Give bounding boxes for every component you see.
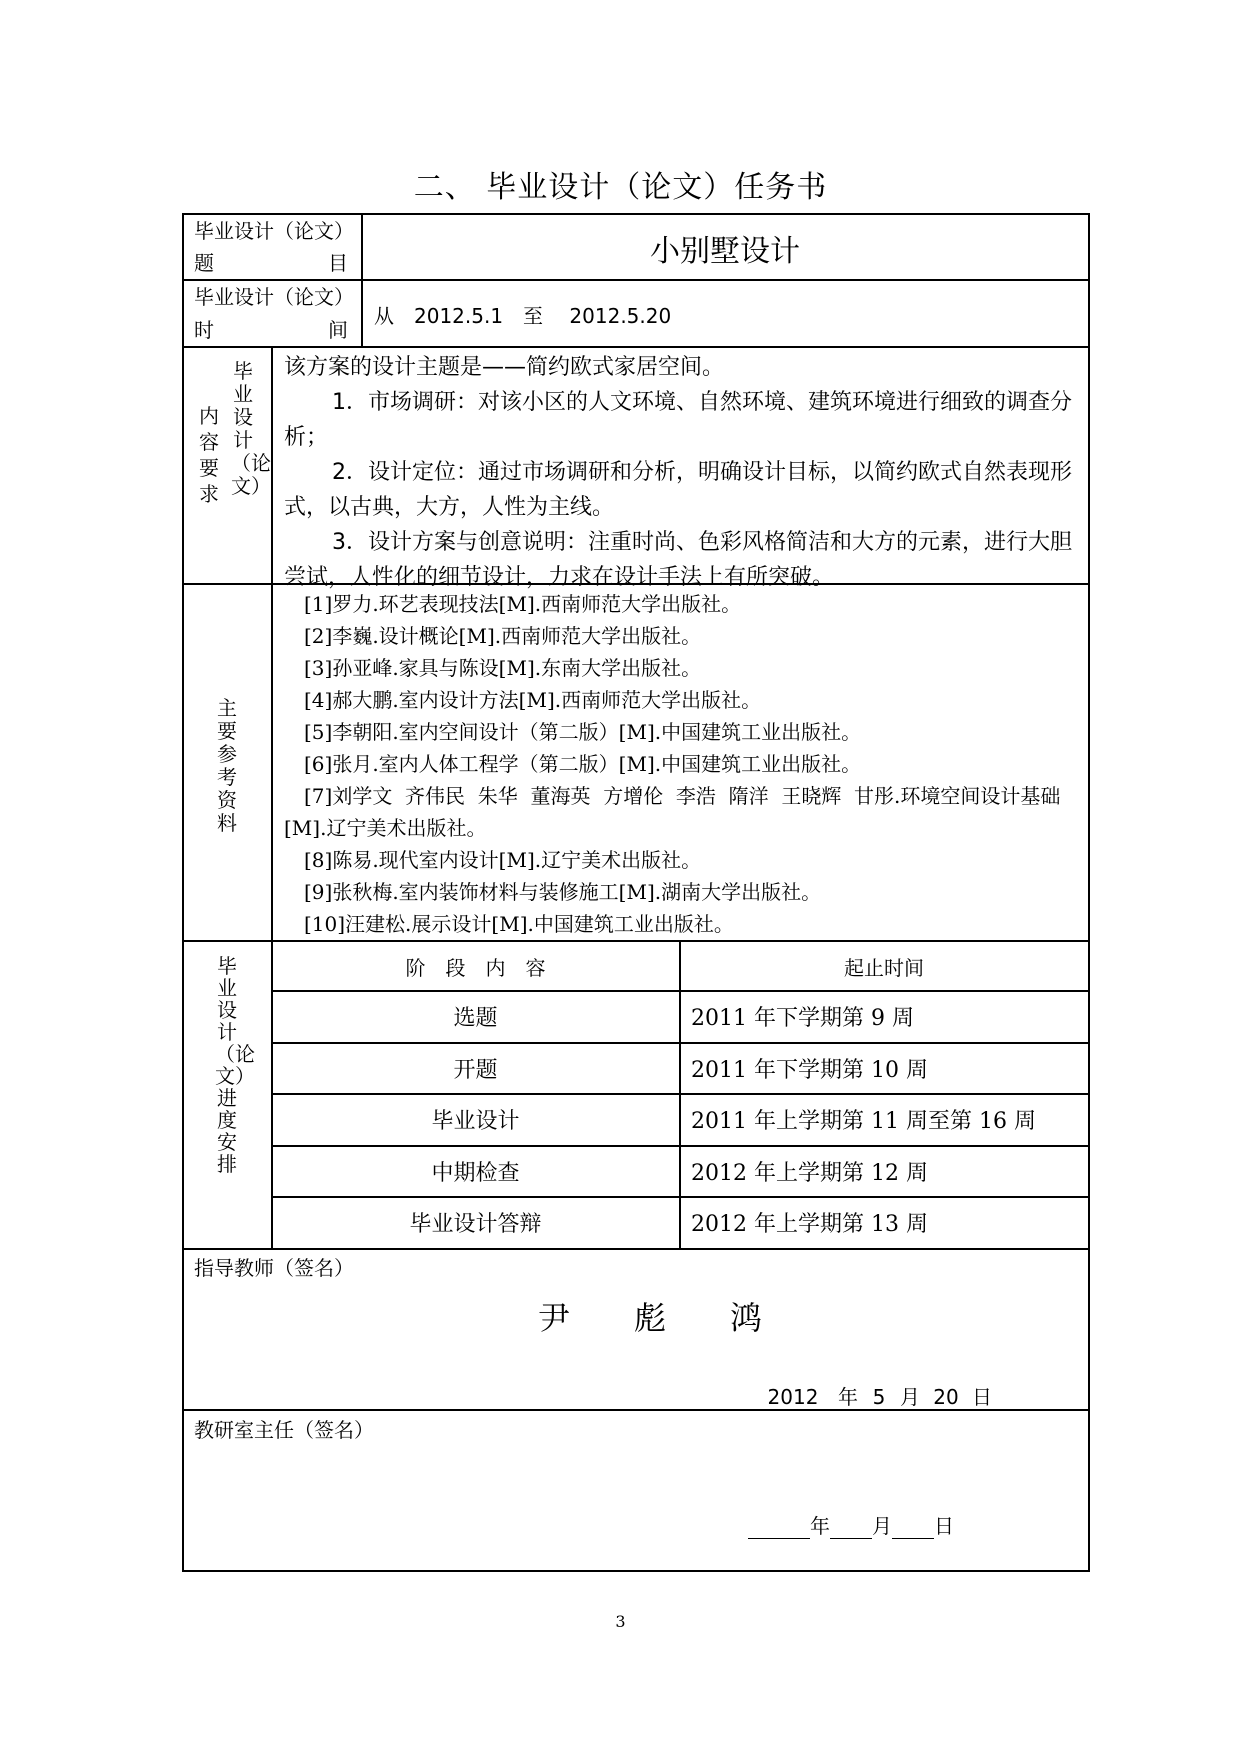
advisor-date-month: 5 [858,1385,900,1410]
schedule-stage: 开题 [453,1058,498,1083]
schedule-time: 2011 年上学期第 11 周至第 16 周 [691,1109,1036,1134]
page-title: 二、 毕业设计（论文）任务书 [413,170,828,205]
content-label-outer: 内容要求 [199,404,219,506]
director-date-year-unit: 年 [810,1514,830,1538]
schedule-time: 2011 年下学期第 10 周 [691,1058,928,1083]
time-value: 从 2012.5.1 至 2012.5.20 [374,304,672,328]
advisor-date-day-unit: 日 [972,1385,992,1409]
reference-item: [8]陈易.现代室内设计[M].辽宁美术出版社。 [304,848,702,872]
reference-item: [4]郝大鹏.室内设计方法[M].西南师范大学出版社。 [304,688,762,712]
schedule-time: 2012 年上学期第 13 周 [691,1212,928,1237]
director-date-month-blank [830,1514,872,1539]
director-date-day-blank [892,1514,934,1539]
director-label: 教研室主任（签名） [194,1418,374,1442]
reference-item: [2]李巍.设计概论[M].西南师范大学出版社。 [304,624,702,648]
director-date-day-unit: 日 [934,1514,954,1538]
content-paragraph: 2．设计定位：通过市场调研和分析，明确设计目标，以简约欧式自然表现形式，以古典，大方，人性为主线。 [284,460,1072,520]
advisor-date-year: 2012 [748,1385,838,1410]
director-date-month-unit: 月 [872,1514,892,1538]
advisor-date [748,1381,992,1410]
content-paragraph: 3．设计方案与创意说明：注重时尚、色彩风格简洁和大方的元素，进行大胆尝试，人性化的细节设计，力求在设计手法上有所突破。 [284,530,1072,590]
reference-item: [9]张秋梅.室内装饰材料与装修施工[M].湖南大学出版社。 [304,880,822,904]
reference-item: [1]罗力.环艺表现技法[M].西南师范大学出版社。 [304,592,742,616]
content-paragraph: 1．市场调研：对该小区的人文环境、自然环境、建筑环境进行细致的调查分析； [284,390,1072,450]
advisor-label: 指导教师（签名） [194,1256,354,1280]
schedule-stage: 毕业设计答辩 [409,1212,542,1237]
time-label-char-1: 时 [194,318,214,342]
schedule-header-time: 起止时间 [844,956,924,980]
topic-label-char-2: 目 [328,251,348,275]
content-requirements [284,350,1084,595]
director-date-year-blank [748,1514,810,1539]
schedule-stage: 中期检查 [431,1161,520,1186]
schedule-time: 2012 年上学期第 12 周 [691,1161,928,1186]
references-list [284,588,1084,940]
advisor-signature: 尹 彪 鸿 [538,1299,763,1337]
schedule-stage: 毕业设计 [431,1109,520,1134]
schedule-label: 毕业设计（论文）进度安排 [215,954,255,1176]
topic-value: 小别墅设计 [650,234,800,269]
content-label-inner: 毕业设计（论文） [231,359,271,498]
schedule-time: 2011 年下学期第 9 周 [691,1006,914,1031]
reference-item: [6]张月.室内人体工程学（第二版）[M].中国建筑工业出版社。 [304,752,862,776]
schedule-header-stage: 阶 段 内 容 [405,956,546,980]
topic-label: 毕业设计（论文） [194,219,354,243]
advisor-date-day: 20 [920,1385,972,1410]
time-label: 毕业设计（论文） [194,285,354,309]
reference-item: [3]孙亚峰.家具与陈设[M].东南大学出版社。 [304,656,702,680]
director-date [748,1510,954,1539]
content-paragraph: 该方案的设计主题是——简约欧式家居空间。 [284,355,725,380]
schedule-stage: 选题 [453,1006,498,1031]
reference-item: [5]李朝阳.室内空间设计（第二版）[M].中国建筑工业出版社。 [304,720,862,744]
time-label-char-2: 间 [328,318,348,342]
reference-item: [10]汪建松.展示设计[M].中国建筑工业出版社。 [304,912,734,936]
references-label: 主要参考资料 [217,696,237,835]
page-number: 3 [615,1612,626,1631]
reference-item: [7]刘学文 齐伟民 朱华 董海英 方增伦 李浩 隋洋 王晓辉 甘彤.环境空间设计基础[M].辽宁美术出版社。 [284,784,1061,840]
advisor-date-month-unit: 月 [900,1385,920,1409]
topic-label-char-1: 题 [194,251,214,275]
advisor-date-year-unit: 年 [838,1385,858,1409]
